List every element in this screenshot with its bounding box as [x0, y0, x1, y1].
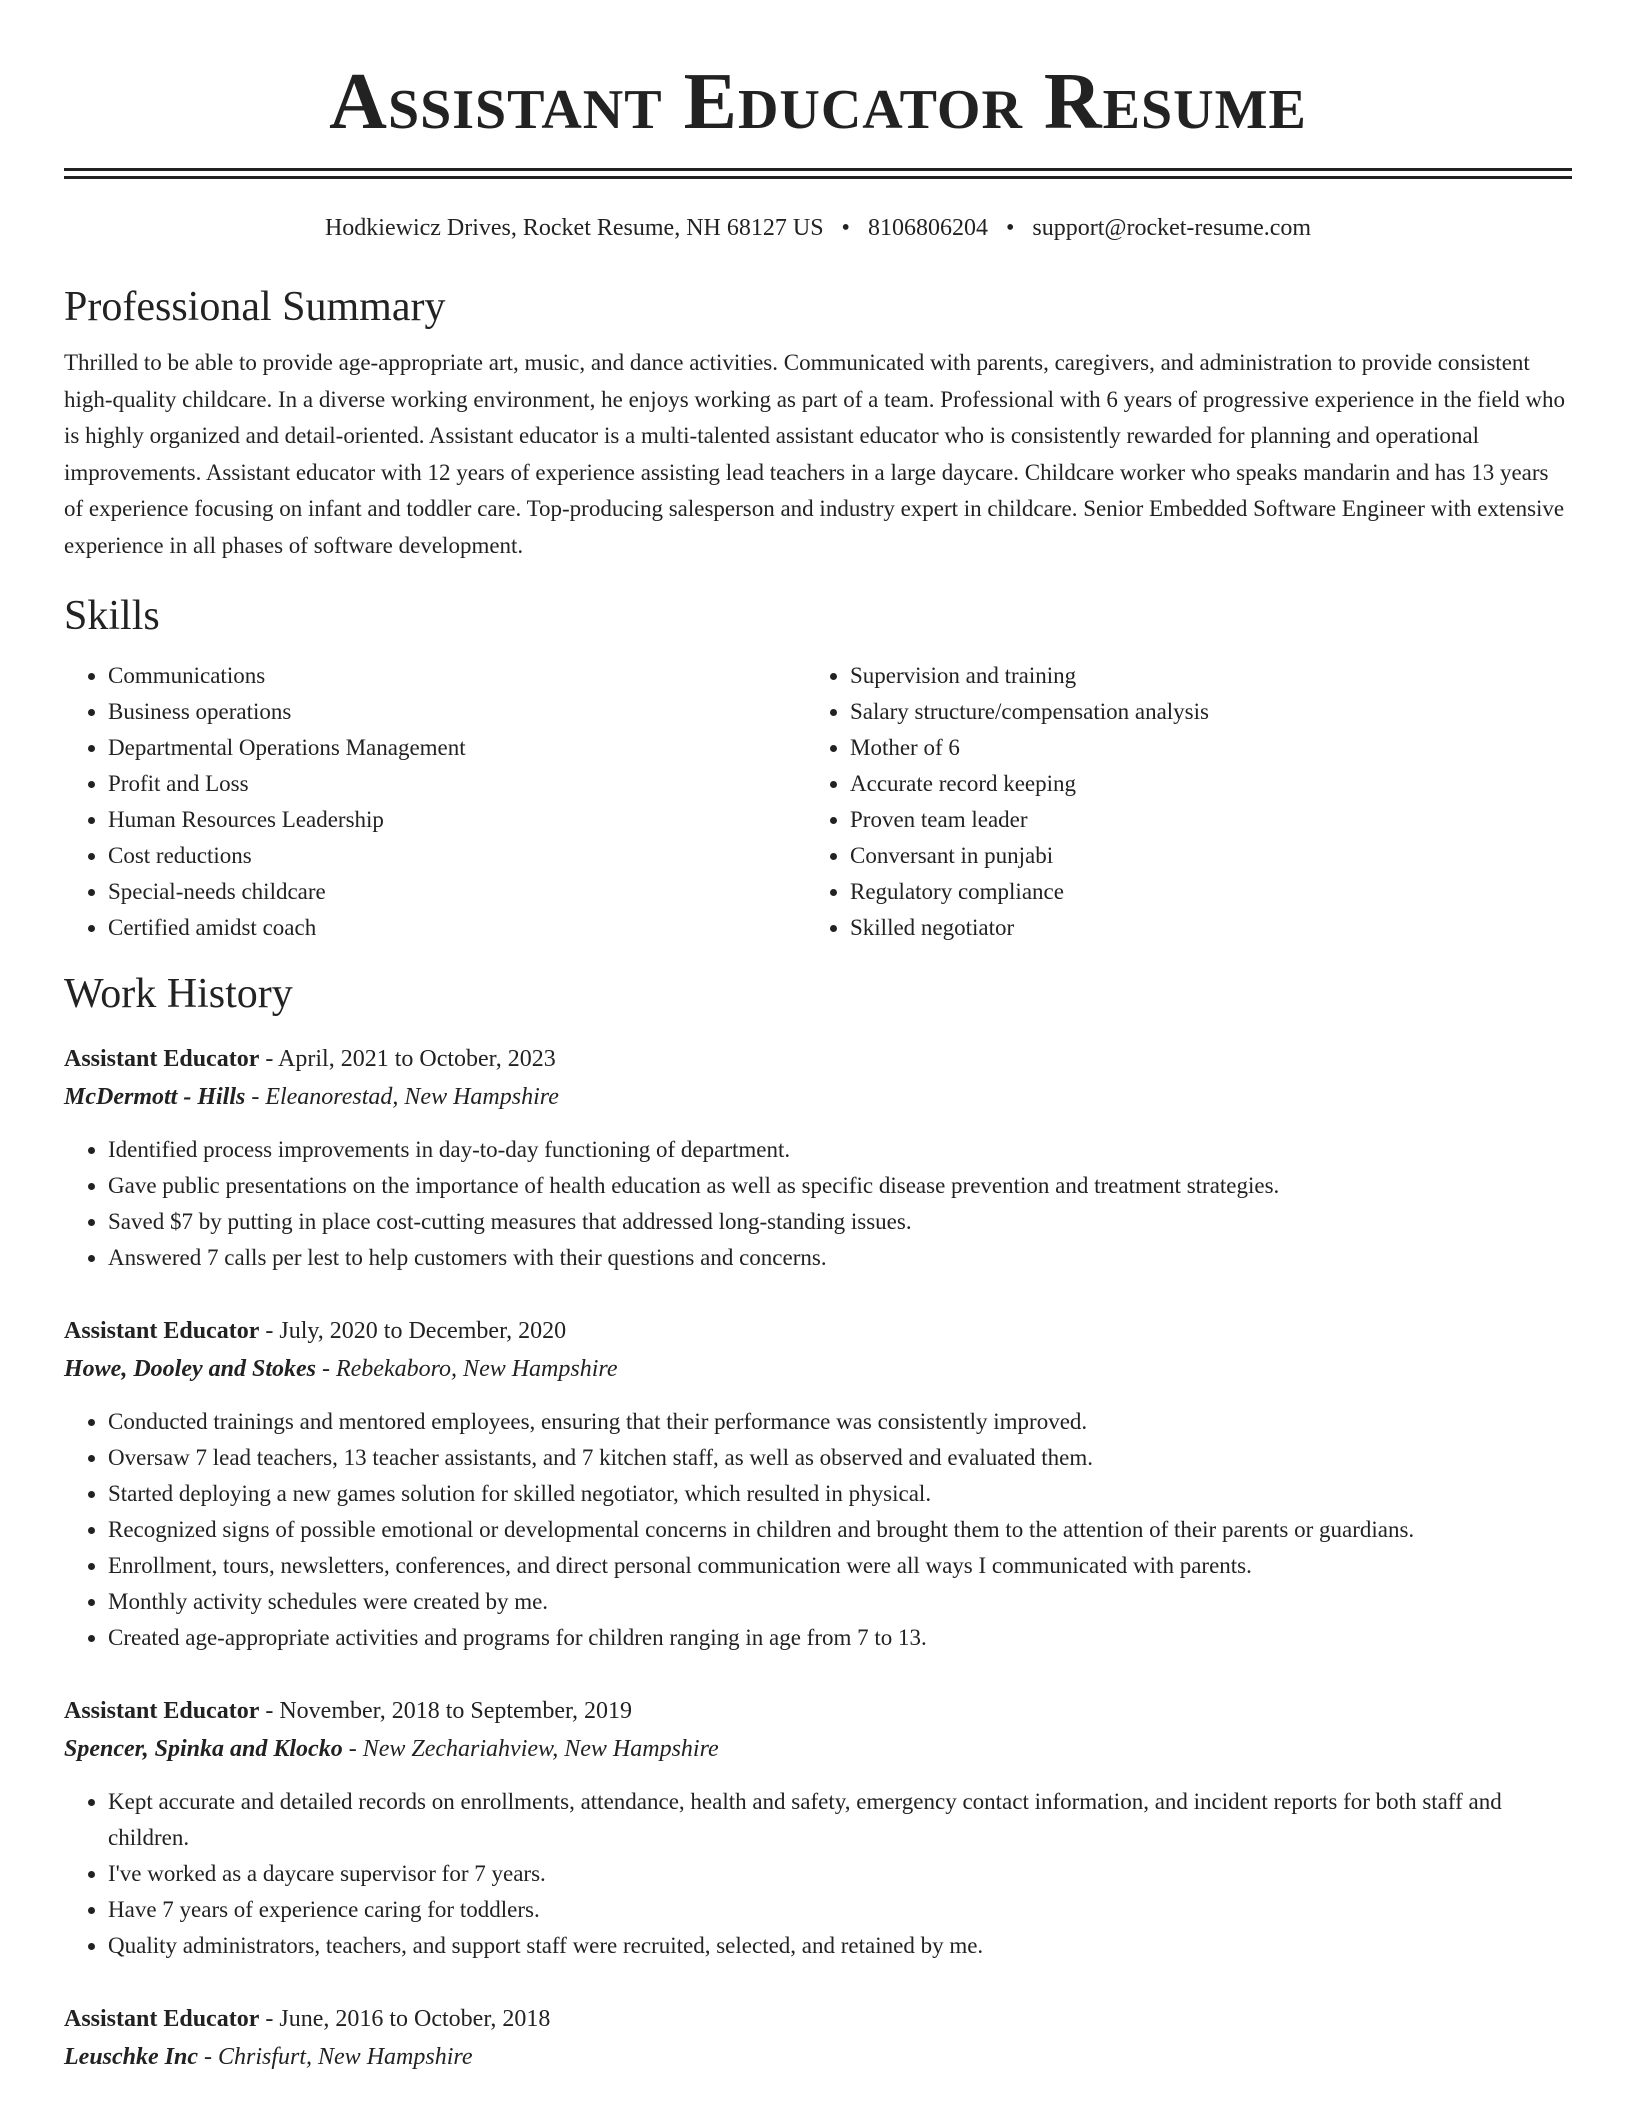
job-entry: [64, 1692, 1572, 1964]
contact-separator: •: [1005, 215, 1015, 241]
resume-page: [64, 0, 1572, 2076]
job-bullets: [64, 1132, 1572, 1276]
job-bullet: • Gave public presentations on the importance of health education as well as specific disease prevention and treatment strategies.: [108, 1168, 1572, 1204]
job-title-line: [64, 1040, 1572, 1078]
job-bullet: • Monthly activity schedules were created by me.: [108, 1584, 1572, 1620]
job-company: Leuschke Inc: [64, 2044, 198, 2070]
skills-heading: Skills: [64, 593, 160, 639]
title-divider: [64, 168, 1572, 179]
job-title-line: [64, 2000, 1572, 2038]
job-entry: [64, 1040, 1572, 1276]
skill-item: • Business operations: [108, 694, 806, 730]
skill-item: • Certified amidst coach: [108, 910, 806, 946]
job-bullet: • I've worked as a daycare supervisor for 7 years.: [108, 1856, 1572, 1892]
job-title-line: [64, 1692, 1572, 1730]
job-bullet: • Recognized signs of possible emotional or developmental concerns in children and brought them to the attention of their parents or guardians.: [108, 1512, 1572, 1548]
job-bullets: [64, 1404, 1572, 1656]
job-bullet: • Answered 7 calls per lest to help customers with their questions and concerns.: [108, 1240, 1572, 1276]
skills-grid: [64, 658, 1572, 946]
job-bullet: • Enrollment, tours, newsletters, conferences, and direct personal communication were all ways I communicated with parents.: [108, 1548, 1572, 1584]
skills-left-column: [64, 658, 806, 946]
job-location: - Chrisfurt, New Hampshire: [198, 2044, 473, 2070]
job-dates: - July, 2020 to December, 2020: [259, 1318, 567, 1344]
job-bullet: • Quality administrators, teachers, and support staff were recruited, selected, and retained by me.: [108, 1928, 1572, 1964]
job-dates: - June, 2016 to October, 2018: [259, 2006, 551, 2032]
job-dates: - November, 2018 to September, 2019: [259, 1698, 633, 1724]
skills-right-column: [806, 658, 1548, 946]
job-bullet: • Conducted trainings and mentored employees, ensuring that their performance was consistently improved.: [108, 1404, 1572, 1440]
job-title: Assistant Educator: [64, 1318, 260, 1344]
job-title: Assistant Educator: [64, 1698, 260, 1724]
job-company: Spencer, Spinka and Klocko: [64, 1736, 343, 1762]
skill-item: • Cost reductions: [108, 838, 806, 874]
skill-item: • Accurate record keeping: [850, 766, 1548, 802]
job-entry: [64, 2000, 1572, 2076]
skill-item: • Profit and Loss: [108, 766, 806, 802]
job-entry: [64, 1312, 1572, 1656]
skill-item: • Departmental Operations Management: [108, 730, 806, 766]
skill-item: • Communications: [108, 658, 806, 694]
job-bullet: • Saved $7 by putting in place cost-cutting measures that addressed long-standing issues.: [108, 1204, 1572, 1240]
work-history-heading: Work History: [64, 971, 293, 1017]
job-company: Howe, Dooley and Stokes: [64, 1356, 316, 1382]
job-title: Assistant Educator: [64, 2006, 260, 2032]
job-company: McDermott - Hills: [64, 1084, 246, 1110]
job-company-line: [64, 1350, 1572, 1388]
skill-item: • Mother of 6: [850, 730, 1548, 766]
skill-item: • Supervision and training: [850, 658, 1548, 694]
job-company-line: [64, 1730, 1572, 1768]
summary-text: Thrilled to be able to provide age-appropriate art, music, and dance activities. Communicated with parents, caregivers, and administration to provide consistent high-quality childcare. In a diverse working environment, he enjoys working as part of a team. Professional with 6 years of progressive experience in the field who is highly organized and detail-oriented. Assistant educator is a multi-talented assistant educator who is consistently rewarded for planning and operational improvements. Assistant educator with 12 years of experience assisting lead teachers in a large daycare. Childcare worker who speaks mandarin and has 13 years of experience focusing on infant and toddler care. Top-producing salesperson and industry expert in childcare. Senior Embedded Software Engineer with extensive experience in all phases of software development.: [64, 350, 1565, 558]
job-location: - Eleanorestad, New Hampshire: [245, 1084, 559, 1110]
skill-item: • Human Resources Leadership: [108, 802, 806, 838]
contact-email: support@rocket-resume.com: [1032, 215, 1312, 241]
skill-item: • Proven team leader: [850, 802, 1548, 838]
skill-item: • Conversant in punjabi: [850, 838, 1548, 874]
skill-item: • Skilled negotiator: [850, 910, 1548, 946]
contact-address: Hodkiewicz Drives, Rocket Resume, NH 68127 US: [324, 215, 824, 241]
job-location: - Rebekaboro, New Hampshire: [316, 1356, 618, 1382]
job-bullet: • Identified process improvements in day-to-day functioning of department.: [108, 1132, 1572, 1168]
contact-phone: 8106806204: [867, 215, 988, 241]
job-company-line: [64, 2038, 1572, 2076]
skill-item: • Regulatory compliance: [850, 874, 1548, 910]
job-bullet: • Have 7 years of experience caring for toddlers.: [108, 1892, 1572, 1928]
job-location: - New Zechariahview, New Hampshire: [342, 1736, 719, 1762]
skill-item: • Special-needs childcare: [108, 874, 806, 910]
job-bullets: [64, 1784, 1572, 1964]
job-title: Assistant Educator: [64, 1046, 260, 1072]
job-bullet: • Kept accurate and detailed records on enrollments, attendance, health and safety, emergency contact information, and incident reports for both staff and children.: [108, 1784, 1572, 1856]
contact-separator: •: [841, 215, 850, 241]
job-bullet: • Oversaw 7 lead teachers, 13 teacher assistants, and 7 kitchen staff, as well as observed and evaluated them.: [108, 1440, 1572, 1476]
job-title-line: [64, 1312, 1572, 1350]
job-dates: - April, 2021 to October, 2023: [259, 1046, 556, 1072]
job-bullet: • Started deploying a new games solution for skilled negotiator, which resulted in physical.: [108, 1476, 1572, 1512]
summary-heading: Professional Summary: [64, 284, 446, 330]
resume-title: Assistant Educator Resume: [329, 58, 1307, 146]
contact-line: [64, 213, 1572, 243]
job-bullet: • Created age-appropriate activities and programs for children ranging in age from 7 to 13.: [108, 1620, 1572, 1656]
skill-item: • Salary structure/compensation analysis: [850, 694, 1548, 730]
job-company-line: [64, 1078, 1572, 1116]
